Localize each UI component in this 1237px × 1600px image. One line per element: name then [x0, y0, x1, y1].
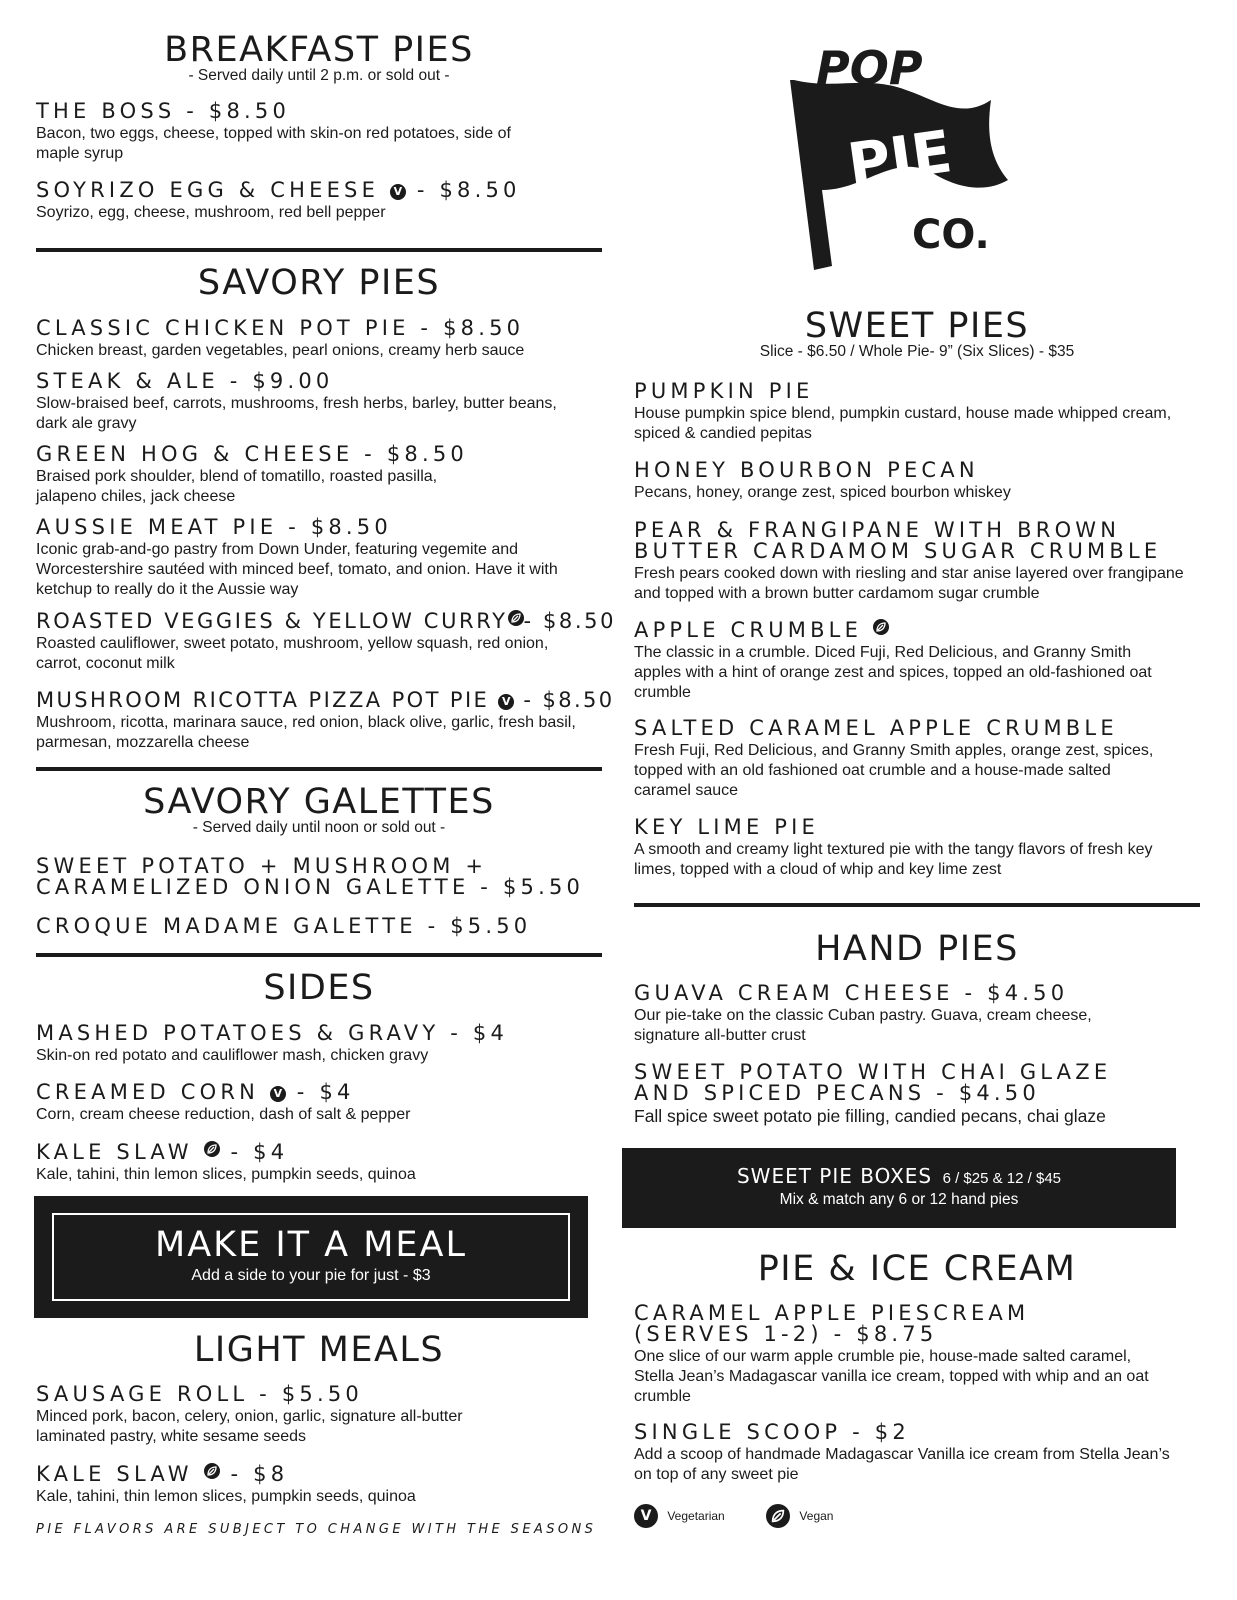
item-name: PUMPKIN PIE [634, 379, 814, 403]
item-name: THE BOSS - $8.50 [36, 99, 291, 123]
menu-item [634, 1303, 1200, 1407]
item-description: Mushroom, ricotta, marinara sauce, red onion, black olive, garlic, fresh basil, parmesan, mozzarella cheese [36, 714, 576, 751]
section-title-ice-cream: PIE & ICE CREAM [757, 1249, 1077, 1289]
item-name: GUAVA CREAM CHEESE - $4.50 [634, 981, 1069, 1005]
item-name-line: PEAR & FRANGIPANE WITH BROWN [634, 518, 1121, 542]
item-name: AUSSIE MEAT PIE - $8.50 [36, 515, 392, 539]
vegetarian-icon: V [270, 1086, 286, 1102]
meal-subtitle: Add a side to your pie for just - $3 [191, 1267, 431, 1284]
menu-item [36, 101, 602, 164]
item-name: STEAK & ALE - $9.00 [36, 369, 334, 393]
item-name [36, 1463, 602, 1485]
boxes-title: SWEET PIE BOXES [736, 1164, 933, 1188]
item-description: Skin-on red potato and cauliflower mash, chicken gravy [36, 1047, 429, 1064]
item-price: - $8.50 [523, 688, 615, 712]
item-description: Fresh pears cooked down with riesling and star anise layered over frangipane and topped with a brown butter cardamom sugar crumble [634, 565, 1184, 602]
menu-item [36, 180, 602, 223]
item-description: Kale, tahini, thin lemon slices, pumpkin seeds, quinoa [36, 1166, 416, 1183]
seasonal-note: PIE FLAVORS ARE SUBJECT TO CHANGE WITH THE SEASONS [36, 1522, 597, 1537]
item-name: GREEN HOG & CHEESE - $8.50 [36, 442, 468, 466]
item-description: Corn, cream cheese reduction, dash of salt & pepper [36, 1106, 411, 1123]
vegan-leaf-icon [873, 619, 889, 635]
legend-vegetarian-label: Vegetarian [667, 1509, 725, 1523]
vegetarian-icon: V [390, 184, 406, 200]
make-it-a-meal-banner [34, 1196, 588, 1318]
boxes-prices: 6 / $25 & 12 / $45 [942, 1170, 1062, 1187]
item-description: Kale, tahini, thin lemon slices, pumpkin seeds, quinoa [36, 1488, 416, 1505]
item-name-line: SWEET POTATO WITH CHAI GLAZE [634, 1060, 1112, 1084]
menu-item [36, 856, 602, 898]
menu-item [36, 1082, 602, 1125]
section-title-breakfast: BREAKFAST PIES [164, 30, 474, 70]
menu-item [36, 1463, 602, 1507]
menu-item [36, 1384, 602, 1447]
section-title-galettes: SAVORY GALETTES [143, 782, 495, 822]
menu-item [634, 520, 1200, 604]
menu-item [634, 817, 1200, 880]
section-divider [36, 248, 602, 252]
item-description: One slice of our warm apple crumble pie, house-made salted caramel, Stella Jean’s Madagascar vanilla ice cream, topped with whip and an oat crumble [634, 1348, 1149, 1405]
item-name-text: MUSHROOM RICOTTA PIZZA POT PIE [36, 688, 490, 712]
sides-section [36, 968, 602, 1008]
item-description: Iconic grab-and-go pastry from Down Under, featuring vegemite and Worcestershire sautéed with minced beef, tomato, and onion. Have it with ketchup to really do it the Aussie way [36, 541, 558, 598]
item-price: - $8.50 [523, 609, 617, 633]
menu-item [634, 983, 1200, 1046]
item-name-line: AND SPICED PECANS - $4.50 [634, 1081, 1040, 1105]
breakfast-subtitle: - Served daily until 2 p.m. or sold out - [188, 67, 450, 84]
item-name-line: CARAMELIZED ONION GALETTE - $5.50 [36, 875, 585, 899]
item-description: Pecans, honey, orange zest, spiced bourbon whiskey [634, 484, 1011, 501]
vegan-leaf-icon [766, 1504, 790, 1528]
item-name: HONEY BOURBON PECAN [634, 458, 979, 482]
menu-item [36, 517, 602, 600]
boxes-headline [622, 1164, 1176, 1191]
item-name: CLASSIC CHICKEN POT PIE - $8.50 [36, 316, 525, 340]
item-name-line: SWEET POTATO + MUSHROOM + [36, 854, 488, 878]
item-description: Braised pork shoulder, blend of tomatillo, roasted pasilla, jalapeno chiles, jack cheese [36, 468, 438, 505]
hand-pies-section [634, 929, 1200, 969]
menu-item [634, 1422, 1200, 1485]
menu-item [36, 1023, 602, 1066]
item-description: The classic in a crumble. Diced Fuji, Red Delicious, and Granny Smith apples with a hint of orange zest and spices, topped an old-fashioned oat crumble [634, 644, 1152, 701]
item-price: - $8.50 [416, 178, 521, 202]
menu-item [36, 1141, 602, 1185]
section-divider [36, 953, 602, 957]
vegan-leaf-icon [508, 610, 524, 626]
menu-item [36, 371, 602, 434]
savory-section [36, 263, 602, 303]
item-name [634, 619, 1200, 641]
vegetarian-icon: V [634, 1504, 658, 1528]
light-meals-section [36, 1330, 602, 1370]
item-name [36, 1141, 602, 1163]
sweet-pie-boxes-banner [622, 1148, 1176, 1228]
breakfast-section [36, 30, 602, 85]
menu-item [36, 916, 602, 937]
menu-item [36, 688, 615, 753]
item-description: Add a scoop of handmade Madagascar Vanilla ice cream from Stella Jean’s on top of any sweet pie [634, 1446, 1170, 1483]
item-description: Minced pork, bacon, celery, onion, garlic, signature all-butter laminated pastry, white sesame seeds [36, 1408, 463, 1445]
item-name-text: APPLE CRUMBLE [634, 618, 863, 642]
item-name: KEY LIME PIE [634, 815, 820, 839]
logo-text-co: CO. [912, 212, 990, 258]
item-name [36, 1082, 602, 1103]
vegan-leaf-icon [204, 1463, 220, 1479]
item-name-text: ROASTED VEGGIES & YELLOW CURRY [36, 609, 508, 633]
item-description: Chicken breast, garden vegetables, pearl onions, creamy herb sauce [36, 342, 525, 359]
menu-item [634, 619, 1200, 703]
section-divider [634, 903, 1200, 907]
item-price: - $4 [296, 1080, 355, 1104]
item-name-text: KALE SLAW [36, 1140, 193, 1164]
item-description: Our pie-take on the classic Cuban pastry. Guava, cream cheese, signature all-butter crust [634, 1007, 1092, 1044]
menu-item [634, 1062, 1200, 1126]
item-name: MASHED POTATOES & GRAVY - $4 [36, 1021, 509, 1045]
section-title-sweet: SWEET PIES [804, 306, 1030, 346]
section-title-savory: SAVORY PIES [197, 263, 441, 303]
section-title-light-meals: LIGHT MEALS [193, 1330, 445, 1370]
ice-cream-section [634, 1249, 1200, 1289]
item-description: House pumpkin spice blend, pumpkin custard, house made whipped cream, spiced & candied pepitas [634, 405, 1172, 442]
item-name-line: (SERVES 1-2) - $8.75 [634, 1322, 938, 1346]
item-name [36, 688, 615, 712]
diet-legend [634, 1504, 1200, 1528]
logo-text-pop: POP [816, 41, 923, 95]
logo-text-pie: PIE [843, 117, 956, 199]
section-divider [36, 767, 602, 771]
section-title-hand-pies: HAND PIES [815, 929, 1019, 969]
sweet-pricing: Slice - $6.50 / Whole Pie- 9” (Six Slices) - $35 [759, 343, 1075, 360]
vegetarian-icon: V [498, 694, 514, 710]
item-description: A smooth and creamy light textured pie with the tangy flavors of fresh key limes, topped with a cloud of whip and key lime zest [634, 841, 1153, 878]
legend-vegan-label: Vegan [799, 1509, 834, 1523]
item-name-text: CREAMED CORN [36, 1080, 260, 1104]
galettes-subtitle: - Served daily until noon or sold out - [192, 819, 446, 836]
item-name: CROQUE MADAME GALETTE - $5.50 [36, 914, 532, 938]
item-name-line: BUTTER CARDAMOM SUGAR CRUMBLE [634, 539, 1162, 563]
pop-pie-co-logo [786, 40, 1016, 280]
menu-item [36, 318, 602, 361]
item-name: SINGLE SCOOP - $2 [634, 1420, 910, 1444]
item-description: Roasted cauliflower, sweet potato, mushroom, yellow squash, red onion, carrot, coconut milk [36, 635, 549, 672]
section-title-sides: SIDES [263, 968, 375, 1008]
menu-item [36, 444, 602, 507]
banner-frame [52, 1213, 570, 1301]
item-name-text: KALE SLAW [36, 1462, 193, 1486]
menu-item [36, 609, 617, 674]
menu-item [634, 718, 1200, 801]
item-name [36, 180, 602, 201]
flag-logo-graphic [786, 40, 1016, 280]
item-description: Slow-braised beef, carrots, mushrooms, fresh herbs, barley, butter beans, dark ale gravy [36, 395, 557, 432]
item-description: Soyrizo, egg, cheese, mushroom, red bell pepper [36, 204, 386, 221]
menu-item [634, 460, 1200, 503]
item-price: - $4 [230, 1140, 289, 1164]
item-name: SAUSAGE ROLL - $5.50 [36, 1382, 363, 1406]
item-name-text: SOYRIZO EGG & CHEESE [36, 178, 380, 202]
item-name-line: CARAMEL APPLE PIESCREAM [634, 1301, 1030, 1325]
item-name [36, 609, 617, 633]
vegan-leaf-icon [204, 1141, 220, 1157]
menu-item [634, 381, 1200, 444]
boxes-subtitle: Mix & match any 6 or 12 hand pies [779, 1191, 1019, 1208]
item-price: - $8 [230, 1462, 289, 1486]
item-description: Bacon, two eggs, cheese, topped with skin-on red potatoes, side of maple syrup [36, 125, 511, 162]
galettes-section [36, 782, 602, 837]
meal-title: MAKE IT A MEAL [155, 1225, 467, 1265]
item-description: Fresh Fuji, Red Delicious, and Granny Smith apples, orange zest, spices, topped with an old fashioned oat crumble and a house-made salted caramel sauce [634, 742, 1154, 799]
item-name: SALTED CARAMEL APPLE CRUMBLE [634, 716, 1118, 740]
item-description: Fall spice sweet potato pie filling, candied pecans, chai glaze [634, 1106, 1106, 1126]
sweet-section [634, 306, 1200, 361]
